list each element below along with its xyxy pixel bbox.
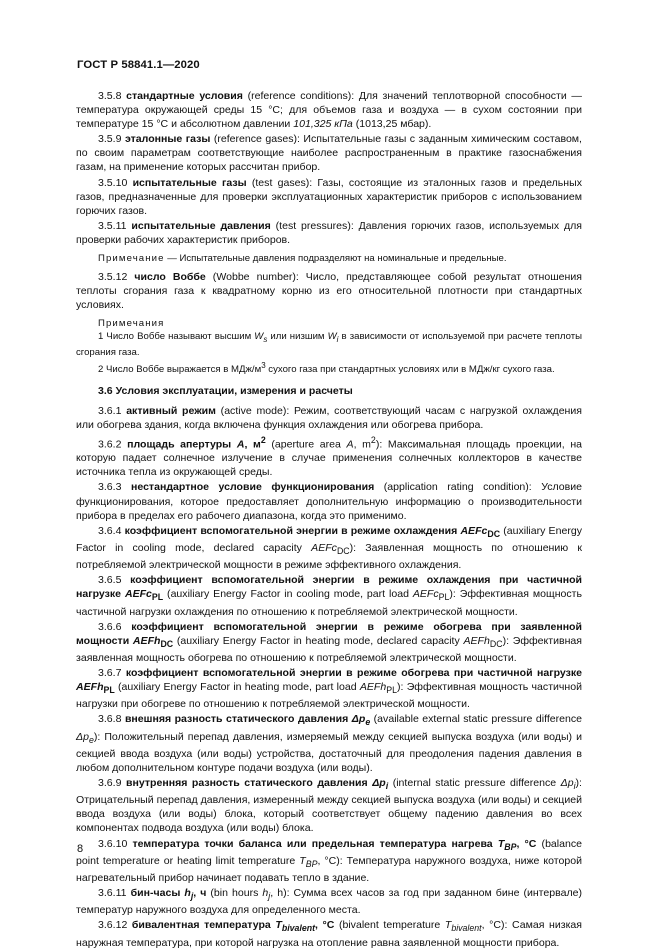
definition-text: (reference conditions): Для значений теплотворной способности — температура окружающей среды 15 °С; для объемов газа и воздуха — в сухом состоянии при температуре 15 °С и абсолютном давлении [76,90,582,131]
definition-3-6-9 [76,776,582,835]
definition-3-6-2 [76,433,582,480]
definition-text: (auxiliary Energy Factor in cooling mode, part load [163,588,413,601]
definition-text: , °C): Самая низкая наружная температура, при которой нагрузка на отопление равна заявленной мощности прибора. [76,919,582,949]
superscript: 3 [261,361,266,371]
definition-text-tail: (1013,25 мбар). [352,118,432,131]
clause-number: 3.5.11 [98,219,127,232]
page-number: 8 [77,843,84,855]
definition-3-5-12 [76,270,582,312]
definition-text: ): Максимальная площадь проекции, на которую падает солнечное излучение в случае применения солнечных коллекторов в качестве источника тепла из окружающей среды. [76,438,583,479]
definition-3-6-11 [76,886,582,917]
clause-number: 3.5.9 [98,133,122,146]
symbol: h [184,887,191,900]
clause-number: 3.6.11 [98,887,127,900]
symbol-sub: DC [489,638,503,649]
term: коэффициент вспомогательной энергии в режиме обогрева при частичной нагрузке [125,667,582,680]
definition-3-5-10 [76,176,582,218]
section-heading: 3.6 Условия эксплуатации, измерения и расчеты [98,385,353,398]
note-test-pressures [76,252,582,265]
symbol: Δp [560,777,574,790]
definition-text: ): Отрицательный перепад давления, измеренный между секцией выпуска воздуха (или воды) и секцией ввода воздуха (или воды) блока, который соответствует общему падению давления во всех компонентах подвода воздуха (или воды) блока. [76,777,582,835]
symbol-sub: PL [103,685,115,696]
symbol-sub: i [573,781,576,792]
symbol-sub: DC [336,546,350,557]
definition-3-6-5 [76,573,582,618]
term: число Воббе [134,271,206,284]
symbol-sub: DC [487,528,501,539]
note-text: 1 Число Воббе называют высшим [98,331,255,343]
term: нестандартное условие функционирования [130,481,375,494]
symbol-sub: bivalent [451,923,482,934]
definition-text: (test gases): Газы, состоящие из эталонных газов и предельных газов, предназначенные для проверки эксплуатационных характеристик приборов с использованием горючих газов. [76,176,582,217]
term: коэффициент вспомогательной энергии в режиме охлаждения [124,524,461,537]
note-label: Примечание [98,253,165,265]
term: активный режим [126,404,216,417]
clause-number: 3.6.4 [98,524,122,537]
definition-text: (aperture area [265,438,347,451]
definition-3-5-9 [76,132,582,174]
term: бин-часы [130,887,185,900]
clause-number: 3.6.9 [98,777,122,790]
clause-number: 3.6.8 [98,713,122,726]
symbol: T [444,919,452,932]
symbol: T [275,919,282,932]
symbol: AEFc [311,541,337,554]
note-2 [76,359,582,376]
symbol-sub: bivalent [281,923,316,934]
document-body [76,89,582,950]
symbol: h [262,887,269,900]
term-unit: , ч [193,887,207,900]
clause-number: 3.6.1 [98,404,122,417]
symbol-w: W [327,331,337,343]
symbol-sub: j [268,891,271,902]
definition-text: , h): Сумма всех часов за год при заданном бине (интервале) температур наружного воздуха для определенного места. [76,887,583,917]
definition-text: (available external static pressure difference [370,713,582,726]
clause-number: 3.6.2 [98,438,122,451]
symbol: AEFc [460,524,488,537]
term: внутренняя разность статического давления [126,777,373,790]
clause-number: 3.5.12 [98,271,128,284]
definition-3-6-4 [76,524,582,573]
symbol: A [346,438,354,451]
definition-text: (application rating condition): Условие функционирования, которое предоставляет дополнительную информацию о производительности прибора в пределах его рабочего диапазона, когда это применимо. [76,481,582,522]
note-1 [76,330,582,359]
note-text: сухого газа при стандартных условиях или в МДж/кг сухого газа. [265,364,555,376]
symbol-sub: PL [151,592,164,603]
term: бивалентная температура [131,919,276,932]
definition-3-6-10 [76,837,582,886]
definition-text: (auxiliary Energy Factor in cooling mode, declared capacity [76,524,582,554]
term: стандартные условия [126,90,243,102]
clause-number: 3.6.5 [98,574,122,587]
symbol-sub: e [88,734,94,745]
definition-text: (bivalent temperature [334,919,445,932]
clause-number: 3.5.8 [98,90,122,102]
superscript: 2 [260,434,266,445]
symbol-w: W [254,331,264,343]
term: коэффициент вспомогательной энергии в режиме охлаждения при частичной нагрузке [76,574,582,601]
term: испытательные газы [132,176,247,189]
definition-text: , °C): Температура наружного воздуха, ниже которой нагревательный прибор начинает подавать тепло в здание. [76,854,582,884]
definition-text: ): Заявленная мощность по отношению к потребляемой электрической мощности в режиме эффективного охлаждения. [76,541,582,572]
definition-text: (balance point temperature or heating limit temperature [76,837,583,867]
superscript: 2 [370,434,376,445]
clause-number: 3.6.6 [98,620,122,633]
definition-text: ): Положительный перепад давления, измеряемый между секцией выпуска воздуха (или воды) и секцией ввода воздуха (или воды) устройства, достаточный для преодоления падения давления в любом дополнительном контуре подачи воздуха (или воды). [76,730,582,774]
symbol: T [299,854,306,867]
note-text: — Испытательные давления подразделяют на номинальные и предельные. [164,253,507,265]
definition-text: (Wobbe number): Число, представляющее собой результат отношения теплоты сгорания газа к квадратному корню из его относительной плотности при стандартных условиях. [76,271,582,312]
clause-number: 3.6.7 [98,667,122,680]
clause-number: 3.6.10 [98,837,128,850]
definition-text: (internal static pressure difference [388,777,561,790]
definition-text: (bin hours [206,887,263,900]
term: коэффициент вспомогательной энергии в режиме обогрева при заявленной мощности [76,620,582,647]
term: испытательные давления [131,219,271,232]
clause-number: 3.6.3 [98,481,122,494]
symbol: AEFc [124,588,152,601]
definition-3-6-1 [76,404,582,432]
definition-3-5-8 [76,89,582,131]
symbol: Δp [351,713,366,726]
term: площадь апертуры [127,438,237,451]
symbol: А [236,438,245,451]
symbol-sub: BP [305,858,318,869]
symbol: AEFh [463,634,490,647]
term: эталонные газы [124,133,211,146]
symbol-sub: i [336,335,339,345]
symbol: AEFh [132,634,161,647]
definition-3-6-7 [76,666,582,711]
definition-text: ): Эффективная мощность частичной нагрузки при обогреве по отношению к потребляемой электрической мощности. [76,681,582,711]
pressure-value: 101,325 кПа [293,118,353,131]
note-text: 2 Число Воббе выражается в МДж/м [98,364,262,376]
symbol-sub: PL [386,685,397,696]
definition-3-5-11 [76,219,582,247]
symbol-sub: DC [160,638,174,649]
definition-text: (auxiliary Energy Factor in heating mode, declared capacity [173,634,464,647]
definition-3-6-3 [76,480,582,522]
symbol-sub: s [263,335,268,345]
definition-3-6-8 [76,712,582,775]
definition-text: (test pressures): Давления горючих газов, используемых для проверки рабочих характеристик приборов. [76,219,582,246]
term-unit: , °С [516,837,537,850]
definition-3-6-12 [76,918,582,949]
definition-text: (active mode): Режим, соответствующий часам с нагрузкой охлаждения или обогрева здания, когда включена функция охлаждения или обогрева прибора. [76,404,582,431]
term-unit: , м [244,438,261,451]
notes-label: Примечания [98,318,165,330]
symbol-sub: j [190,891,194,902]
symbol: T [497,837,505,850]
definition-text: , m [353,438,371,451]
note-text: или низшим [267,331,328,343]
note-text: в зависимости от используемой при расчете теплоты сгорания газа. [76,331,582,359]
definition-text: (reference gases): Испытательные газы с заданным химическим составом, по своим параметрам соответствующие наиболее распространенным в практике газоснабжения газам, на применение которых рассчитан прибор. [76,133,582,174]
symbol-sub: PL [438,592,450,603]
symbol: Δp [76,730,89,743]
term: внешняя разность статического давления [124,713,352,726]
clause-number: 3.6.12 [98,919,128,932]
definition-text: ): Эффективная мощность частичной нагрузки охлаждения по отношению к потребляемой электрической мощности. [76,588,582,618]
document-header: ГОСТ Р 58841.1—2020 [77,59,200,71]
definition-text: ): Эффективная заявленная мощность обогрева по отношению к потребляемой электрической мощности. [76,634,582,664]
symbol-sub: BP [504,841,517,852]
clause-number: 3.5.10 [98,176,128,189]
term-unit: , °С [315,919,335,932]
symbol: AEFc [412,588,439,601]
symbol-sub: e [365,717,371,728]
definition-text: (auxiliary Energy Factor in heating mode, part load [114,681,360,694]
term: температура точки баланса или предельная температура нагрева [132,837,498,850]
symbol: AEFh [76,681,104,694]
symbol-sub: i [385,781,389,792]
symbol: Δp [372,777,386,790]
definition-3-6-6 [76,620,582,665]
symbol: AEFh [359,681,387,694]
